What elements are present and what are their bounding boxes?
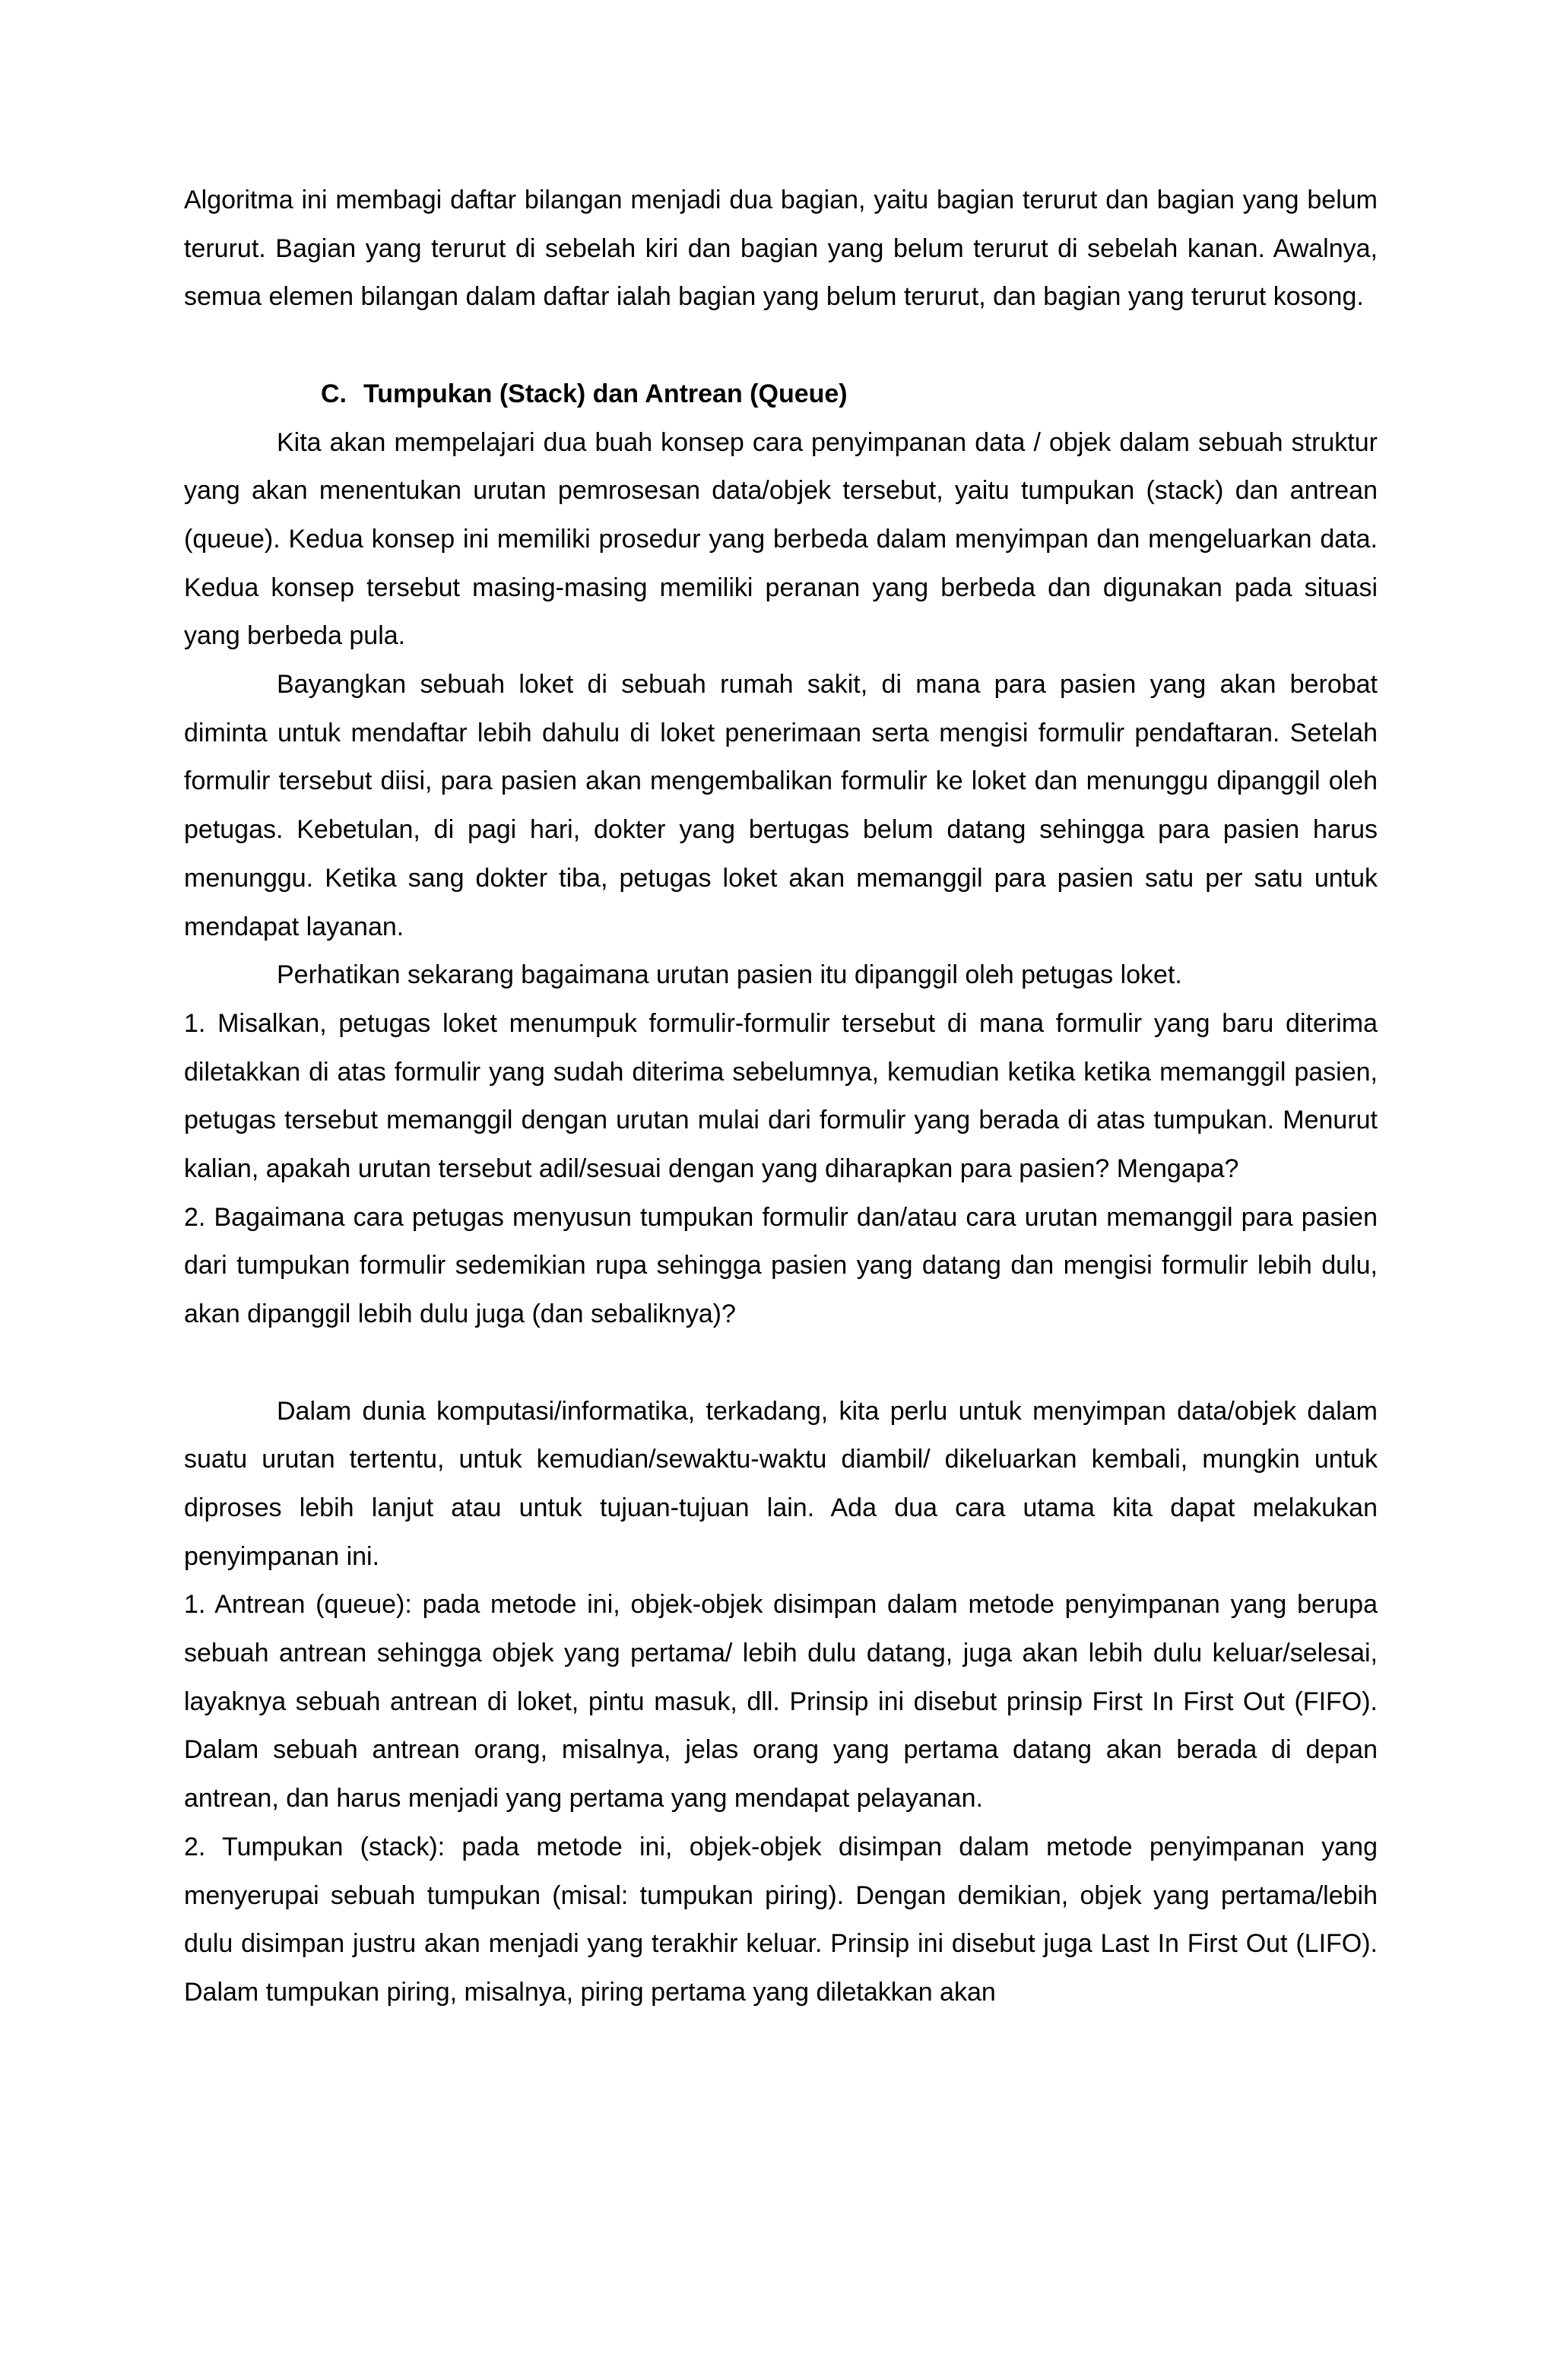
list-item-stack: 2. Tumpukan (stack): pada metode ini, objek-objek disimpan dalam metode penyimpanan yang menyerupai sebuah tumpukan (misal: tumpukan piring). Dengan demikian, objek yang pertama/lebih dulu disimpan justru akan menjadi yang terakhir keluar. Prinsip ini disebut juga Last In First Out (LIFO). Dalam tumpukan piring, misalnya, piring pertama yang diletakkan akan: [184, 1832, 1378, 2007]
question-2: 2. Bagaimana cara petugas menyusun tumpukan formulir dan/atau cara urutan memanggil para pasien dari tumpukan formulir sedemikian rupa sehingga pasien yang datang dan mengisi formulir lebih dulu, akan dipanggil lebih dulu juga (dan sebaliknya)?: [184, 1202, 1378, 1329]
section-title: Tumpukan (Stack) dan Antrean (Queue): [363, 379, 848, 408]
spacer: [184, 322, 1378, 370]
paragraph-computing: Dalam dunia komputasi/informatika, terkadang, kita perlu untuk menyimpan data/objek dalam suatu urutan tertentu, untuk kemudian/sewaktu-waktu diambil/ dikeluarkan kembali, mungkin untuk diproses lebih lanjut atau untuk tujuan-tujuan lain. Ada dua cara utama kita dapat melakukan penyimpanan ini.: [184, 1396, 1378, 1571]
paragraph-hospital: Bayangkan sebuah loket di sebuah rumah sakit, di mana para pasien yang akan berobat diminta untuk mendaftar lebih dahulu di loket penerimaan serta mengisi formulir pendaftaran. Setelah formulir tersebut diisi, para pasien akan mengembalikan formulir ke loket dan menunggu dipanggil oleh petugas. Kebetulan, di pagi hari, dokter yang bertugas belum datang sehingga para pasien harus menunggu. Ketika sang dokter tiba, petugas loket akan memanggil para pasien satu per satu untuk mendapat layanan.: [184, 670, 1378, 941]
question-1: 1. Misalkan, petugas loket menumpuk formulir-formulir tersebut di mana formulir yang baru diterima diletakkan di atas formulir yang sudah diterima sebelumnya, kemudian ketika ketika memanggil pasien, petugas tersebut memanggil dengan urutan mulai dari formulir yang berada di atas tumpukan. Menurut kalian, apakah urutan tersebut adil/sesuai dengan yang diharapkan para pasien? Mengapa?: [184, 1008, 1378, 1184]
spacer: [184, 1339, 1378, 1388]
list-item-queue: 1. Antrean (queue): pada metode ini, objek-objek disimpan dalam metode penyimpanan yang berupa sebuah antrean sehingga objek yang pertama/ lebih dulu datang, juga akan lebih dulu keluar/selesai, layaknya sebuah antrean di loket, pintu masuk, dll. Prinsip ini disebut prinsip First In First Out (FIFO). Dalam sebuah antrean orang, misalnya, jelas orang yang pertama datang akan berada di depan antrean, dan harus menjadi yang pertama yang mendapat pelayanan.: [184, 1590, 1378, 1814]
paragraph-observe: Perhatikan sekarang bagaimana urutan pasien itu dipanggil oleh petugas loket.: [277, 960, 1182, 990]
paragraph-intro: Algoritma ini membagi daftar bilangan menjadi dua bagian, yaitu bagian terurut dan bagian yang belum terurut. Bagian yang terurut di sebelah kiri dan bagian yang belum terurut di sebelah kanan. Awalnya, semua elemen bilangan dalam daftar ialah bagian yang belum terurut, dan bagian yang terurut kosong.: [184, 186, 1378, 312]
paragraph-concepts: Kita akan mempelajari dua buah konsep cara penyimpanan data / objek dalam sebuah struktur yang akan menentukan urutan pemrosesan data/objek tersebut, yaitu tumpukan (stack) dan antrean (queue). Kedua konsep ini memiliki prosedur yang berbeda dalam menyimpan dan mengeluarkan data. Kedua konsep tersebut masing-masing memiliki peranan yang berbeda dan digunakan pada situasi yang berbeda pula.: [184, 427, 1378, 651]
section-number: C.: [321, 379, 347, 408]
document-page: [184, 176, 1378, 2017]
section-heading-c: [184, 370, 1378, 419]
